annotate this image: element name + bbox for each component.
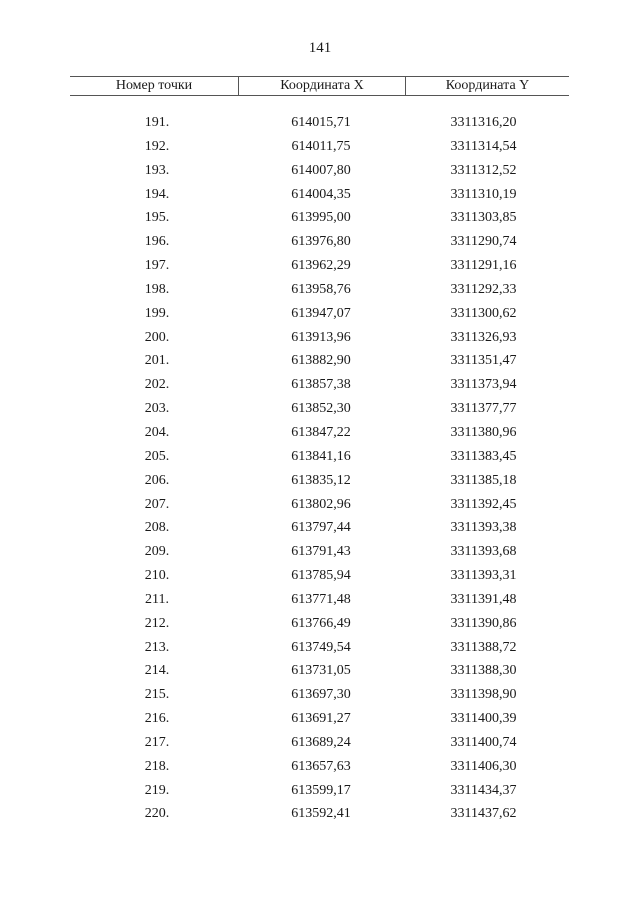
table-row [70, 373, 569, 397]
table-row [70, 564, 569, 588]
coordinate-y-cell: 3311393,38 [450, 520, 517, 536]
point-number-cell: 213. [144, 639, 170, 655]
coordinate-y-cell: 3311391,48 [450, 591, 517, 607]
coordinate-y-cell: 3311314,54 [450, 138, 517, 154]
point-number-cell: 194. [144, 186, 170, 202]
point-number-cell: 211. [145, 591, 169, 607]
coordinate-y-cell: 3311310,19 [450, 186, 517, 202]
point-number-cell: 206. [144, 472, 170, 488]
coordinate-x-cell: 613766,49 [291, 615, 351, 631]
coordinate-x-cell: 613802,96 [291, 496, 351, 512]
coordinate-y-cell: 3311400,74 [450, 734, 517, 750]
coordinate-y-cell: 3311316,20 [450, 115, 517, 130]
point-number-cell: 193. [144, 162, 170, 178]
point-number-cell: 196. [144, 234, 170, 250]
table-row [70, 659, 569, 683]
table-row [70, 588, 569, 612]
coordinate-y-cell: 3311290,74 [450, 234, 517, 250]
coordinate-x-cell: 613771,48 [291, 591, 351, 607]
coordinate-x-cell: 613691,27 [291, 711, 351, 727]
coordinate-x-cell: 613847,22 [291, 424, 351, 440]
coordinate-y-cell: 3311373,94 [450, 377, 517, 393]
table-row [70, 636, 569, 660]
point-number-cell: 199. [144, 305, 170, 321]
point-number-cell: 215. [144, 687, 170, 703]
point-number-cell: 204. [144, 424, 170, 440]
coordinate-x-cell: 613791,43 [291, 544, 351, 560]
table-row [70, 302, 569, 326]
coordinate-y-cell: 3311393,68 [450, 544, 517, 560]
coordinate-x-cell: 614007,80 [291, 162, 351, 178]
coordinate-x-cell: 613592,41 [291, 806, 351, 822]
coordinate-y-cell: 3311383,45 [450, 448, 517, 464]
coordinate-y-cell: 3311326,93 [450, 329, 517, 345]
point-number-cell: 201. [144, 353, 170, 369]
coordinate-x-cell: 613913,96 [291, 329, 351, 345]
point-number-cell: 220. [144, 806, 170, 822]
coordinate-x-cell: 614015,71 [291, 115, 351, 130]
coordinate-x-cell: 613731,05 [291, 663, 351, 679]
table-row [70, 612, 569, 636]
table-row [70, 802, 569, 826]
point-number-cell: 219. [144, 782, 170, 798]
coordinate-y-cell: 3311300,62 [450, 305, 517, 321]
coordinate-y-cell: 3311291,16 [450, 258, 517, 274]
point-number-cell: 205. [144, 448, 170, 464]
coordinate-x-cell: 613995,00 [291, 210, 351, 226]
coordinate-x-cell: 613785,94 [291, 568, 351, 584]
header-point-number: Номер точки [115, 78, 193, 93]
table-row [70, 135, 569, 159]
coordinate-x-cell: 613749,54 [291, 639, 351, 655]
coordinate-x-cell: 613976,80 [291, 234, 351, 250]
page-number: 141 [308, 40, 332, 56]
point-number-cell: 208. [144, 520, 170, 536]
coordinate-y-cell: 3311392,45 [450, 496, 517, 512]
point-number-cell: 198. [144, 281, 170, 297]
table-row [70, 540, 569, 564]
table-row [70, 755, 569, 779]
point-number-cell: 200. [144, 329, 170, 345]
coordinate-x-cell: 613857,38 [291, 377, 351, 393]
coordinate-y-cell: 3311303,85 [450, 210, 517, 226]
point-number-cell: 197. [144, 258, 170, 274]
coordinate-x-cell: 614004,35 [291, 186, 351, 202]
coordinate-y-cell: 3311434,37 [450, 782, 517, 798]
table-row [70, 707, 569, 731]
coordinate-x-cell: 613697,30 [291, 687, 351, 703]
table-row [70, 397, 569, 421]
coordinate-y-cell: 3311388,72 [450, 639, 517, 655]
table-row [70, 254, 569, 278]
table-row [70, 421, 569, 445]
coordinate-x-cell: 613958,76 [291, 281, 351, 297]
coordinate-y-cell: 3311437,62 [450, 806, 517, 822]
point-number-cell: 216. [144, 711, 170, 727]
coordinate-x-cell: 613657,63 [291, 758, 351, 774]
coordinate-y-cell: 3311406,30 [450, 758, 517, 774]
table-header [70, 76, 569, 96]
point-number-cell: 195. [144, 210, 170, 226]
table-row [70, 111, 569, 135]
coordinate-x-cell: 613599,17 [291, 782, 351, 798]
table-row [70, 779, 569, 803]
coordinate-x-cell: 613852,30 [291, 401, 351, 417]
coordinate-y-cell: 3311385,18 [450, 472, 517, 488]
coordinate-x-cell: 613947,07 [291, 305, 351, 321]
table-row [70, 230, 569, 254]
table-row [70, 278, 569, 302]
table-row [70, 159, 569, 183]
coordinate-x-cell: 613797,44 [291, 520, 351, 536]
coordinate-y-cell: 3311398,90 [450, 687, 517, 703]
coordinate-x-cell: 613882,90 [291, 353, 351, 369]
header-coordinate-x: Координата X [238, 77, 406, 95]
point-number-cell: 203. [144, 401, 170, 417]
coordinate-x-cell: 614011,75 [291, 138, 351, 154]
point-number-cell: 217. [144, 734, 170, 750]
table-row [70, 516, 569, 540]
table-row [70, 469, 569, 493]
coordinate-y-cell: 3311388,30 [450, 663, 517, 679]
coordinate-x-cell: 613689,24 [291, 734, 351, 750]
header-coordinate-y: Координата Y [445, 78, 530, 93]
point-number-cell: 207. [144, 496, 170, 512]
table-row [70, 445, 569, 469]
coordinate-y-cell: 3311377,77 [450, 401, 517, 417]
point-number-cell: 212. [144, 615, 170, 631]
point-number-cell: 209. [144, 544, 170, 560]
coordinate-x-cell: 613841,16 [291, 448, 351, 464]
table-row [70, 349, 569, 373]
coordinate-y-cell: 3311390,86 [450, 615, 517, 631]
coordinate-y-cell: 3311380,96 [450, 424, 517, 440]
table-row [70, 493, 569, 517]
table-row [70, 206, 569, 230]
coordinate-x-cell: 613962,29 [291, 258, 351, 274]
point-number-cell: 214. [144, 663, 170, 679]
coordinate-y-cell: 3311292,33 [450, 281, 517, 297]
table-row [70, 731, 569, 755]
point-number-cell: 202. [144, 377, 170, 393]
point-number-cell: 210. [144, 568, 170, 584]
coordinate-y-cell: 3311351,47 [450, 353, 517, 369]
table-row [70, 683, 569, 707]
coordinates-table-body [70, 111, 569, 826]
coordinate-y-cell: 3311393,31 [450, 568, 517, 584]
point-number-cell: 218. [144, 758, 170, 774]
coordinate-y-cell: 3311312,52 [450, 162, 517, 178]
point-number-cell: 191. [144, 115, 170, 130]
coordinate-y-cell: 3311400,39 [450, 711, 517, 727]
point-number-cell: 192. [144, 138, 170, 154]
table-row [70, 183, 569, 207]
coordinate-x-cell: 613835,12 [291, 472, 351, 488]
table-row [70, 326, 569, 350]
